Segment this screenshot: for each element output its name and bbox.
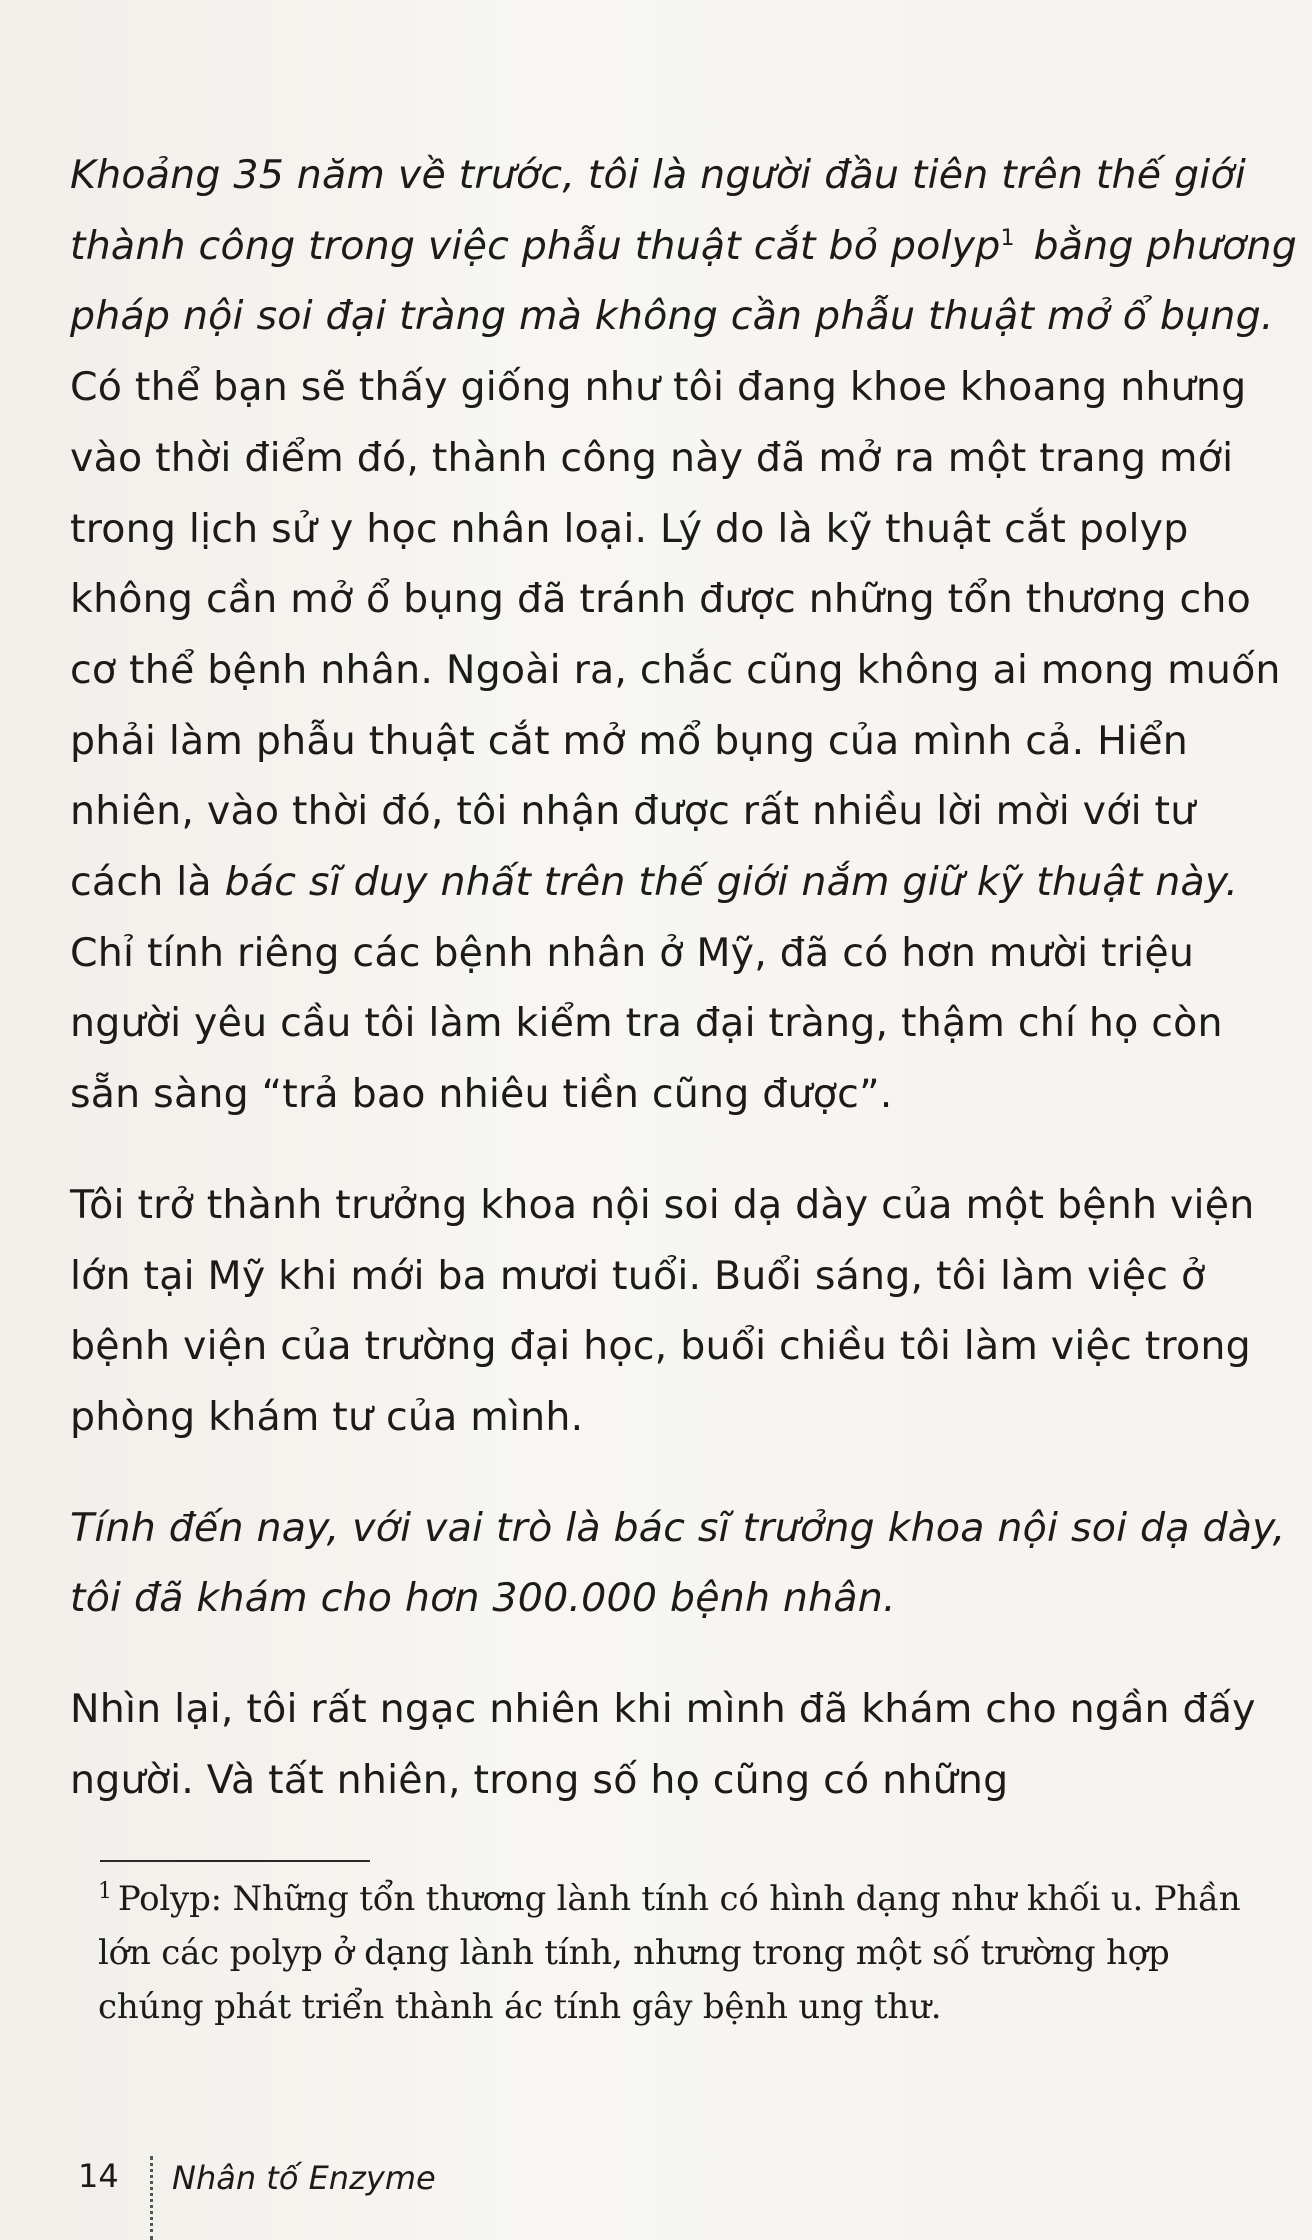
footer-divider [150,2156,153,2240]
footnote-text-block [98,1872,1258,2034]
running-title: Nhân tố Enzyme [172,2159,436,2197]
footnote-mark: 1 [98,1878,112,1904]
footnote-divider [100,1860,370,1862]
paragraph-1-text: Có thể bạn sẽ thấy giống như tôi đang khoe khoang nhưng vào thời điểm đó, thành công này đã mở ra một trang mới trong lịch sử y học nhân loại. Lý do là kỹ thuật cắt polyp không cần mở ổ bụng đã tránh được những tổn thương cho cơ thể bệnh nhân. Ngoài ra, chắc cũng không ai mong muốn phải làm phẫu thuật cắt mở mổ bụng của mình cả. Hiển nhiên, vào thời đó, tôi nhận được rất nhiều lời mời với tư cách là [70,364,1281,906]
body-text [70,140,1300,1815]
paragraph-3-italic: Tính đến nay, với vai trò là bác sĩ trưởng khoa nội soi dạ dày, tôi đã khám cho hơn 300.000 bệnh nhân. [70,1504,1286,1622]
paragraph-spacer [70,1634,1300,1674]
paragraph-1 [70,140,1300,1130]
paragraph-1-italic-emphasis: bác sĩ duy nhất trên thế giới nắm giữ kỹ thuật này. [224,859,1239,906]
paragraph-4: Nhìn lại, tôi rất ngạc nhiên khi mình đã khám cho ngần đấy người. Và tất nhiên, trong số họ cũng có những [70,1686,1256,1803]
page-number: 14 [78,2157,119,2195]
paragraph-1-italic-continuation: bằng phương pháp nội soi đại tràng mà không cần phẫu thuật mở ổ bụng. [70,222,1298,340]
paragraph-1-italic-opening: Khoảng 35 năm về trước, tôi là người đầu tiên trên thế giới thành công trong việc phẫu thuật cắt bỏ polyp [70,152,1247,269]
paragraph-spacer [70,1130,1300,1170]
footnote [98,1872,1258,2034]
paragraph-2: Tôi trở thành trưởng khoa nội soi dạ dày của một bệnh viện lớn tại Mỹ khi mới ba mươi tuổi. Buổi sáng, tôi làm việc ở bệnh viện của trường đại học, buổi chiều tôi làm việc trong phòng khám tư của mình. [70,1181,1255,1440]
footnote-reference: 1 [1000,225,1015,251]
footnote-text: Polyp: Những tổn thương lành tính có hình dạng như khối u. Phần lớn các polyp ở dạng lành tính, nhưng trong một số trường hợp chúng phát triển thành ác tính gây bệnh ung thư. [98,1879,1241,2027]
paragraph-spacer [70,1453,1300,1493]
paragraph-1-closing: Chỉ tính riêng các bệnh nhân ở Mỹ, đã có hơn mười triệu người yêu cầu tôi làm kiểm tra đại tràng, thậm chí họ còn sẵn sàng “trả bao nhiêu tiền cũng được”. [70,929,1223,1118]
